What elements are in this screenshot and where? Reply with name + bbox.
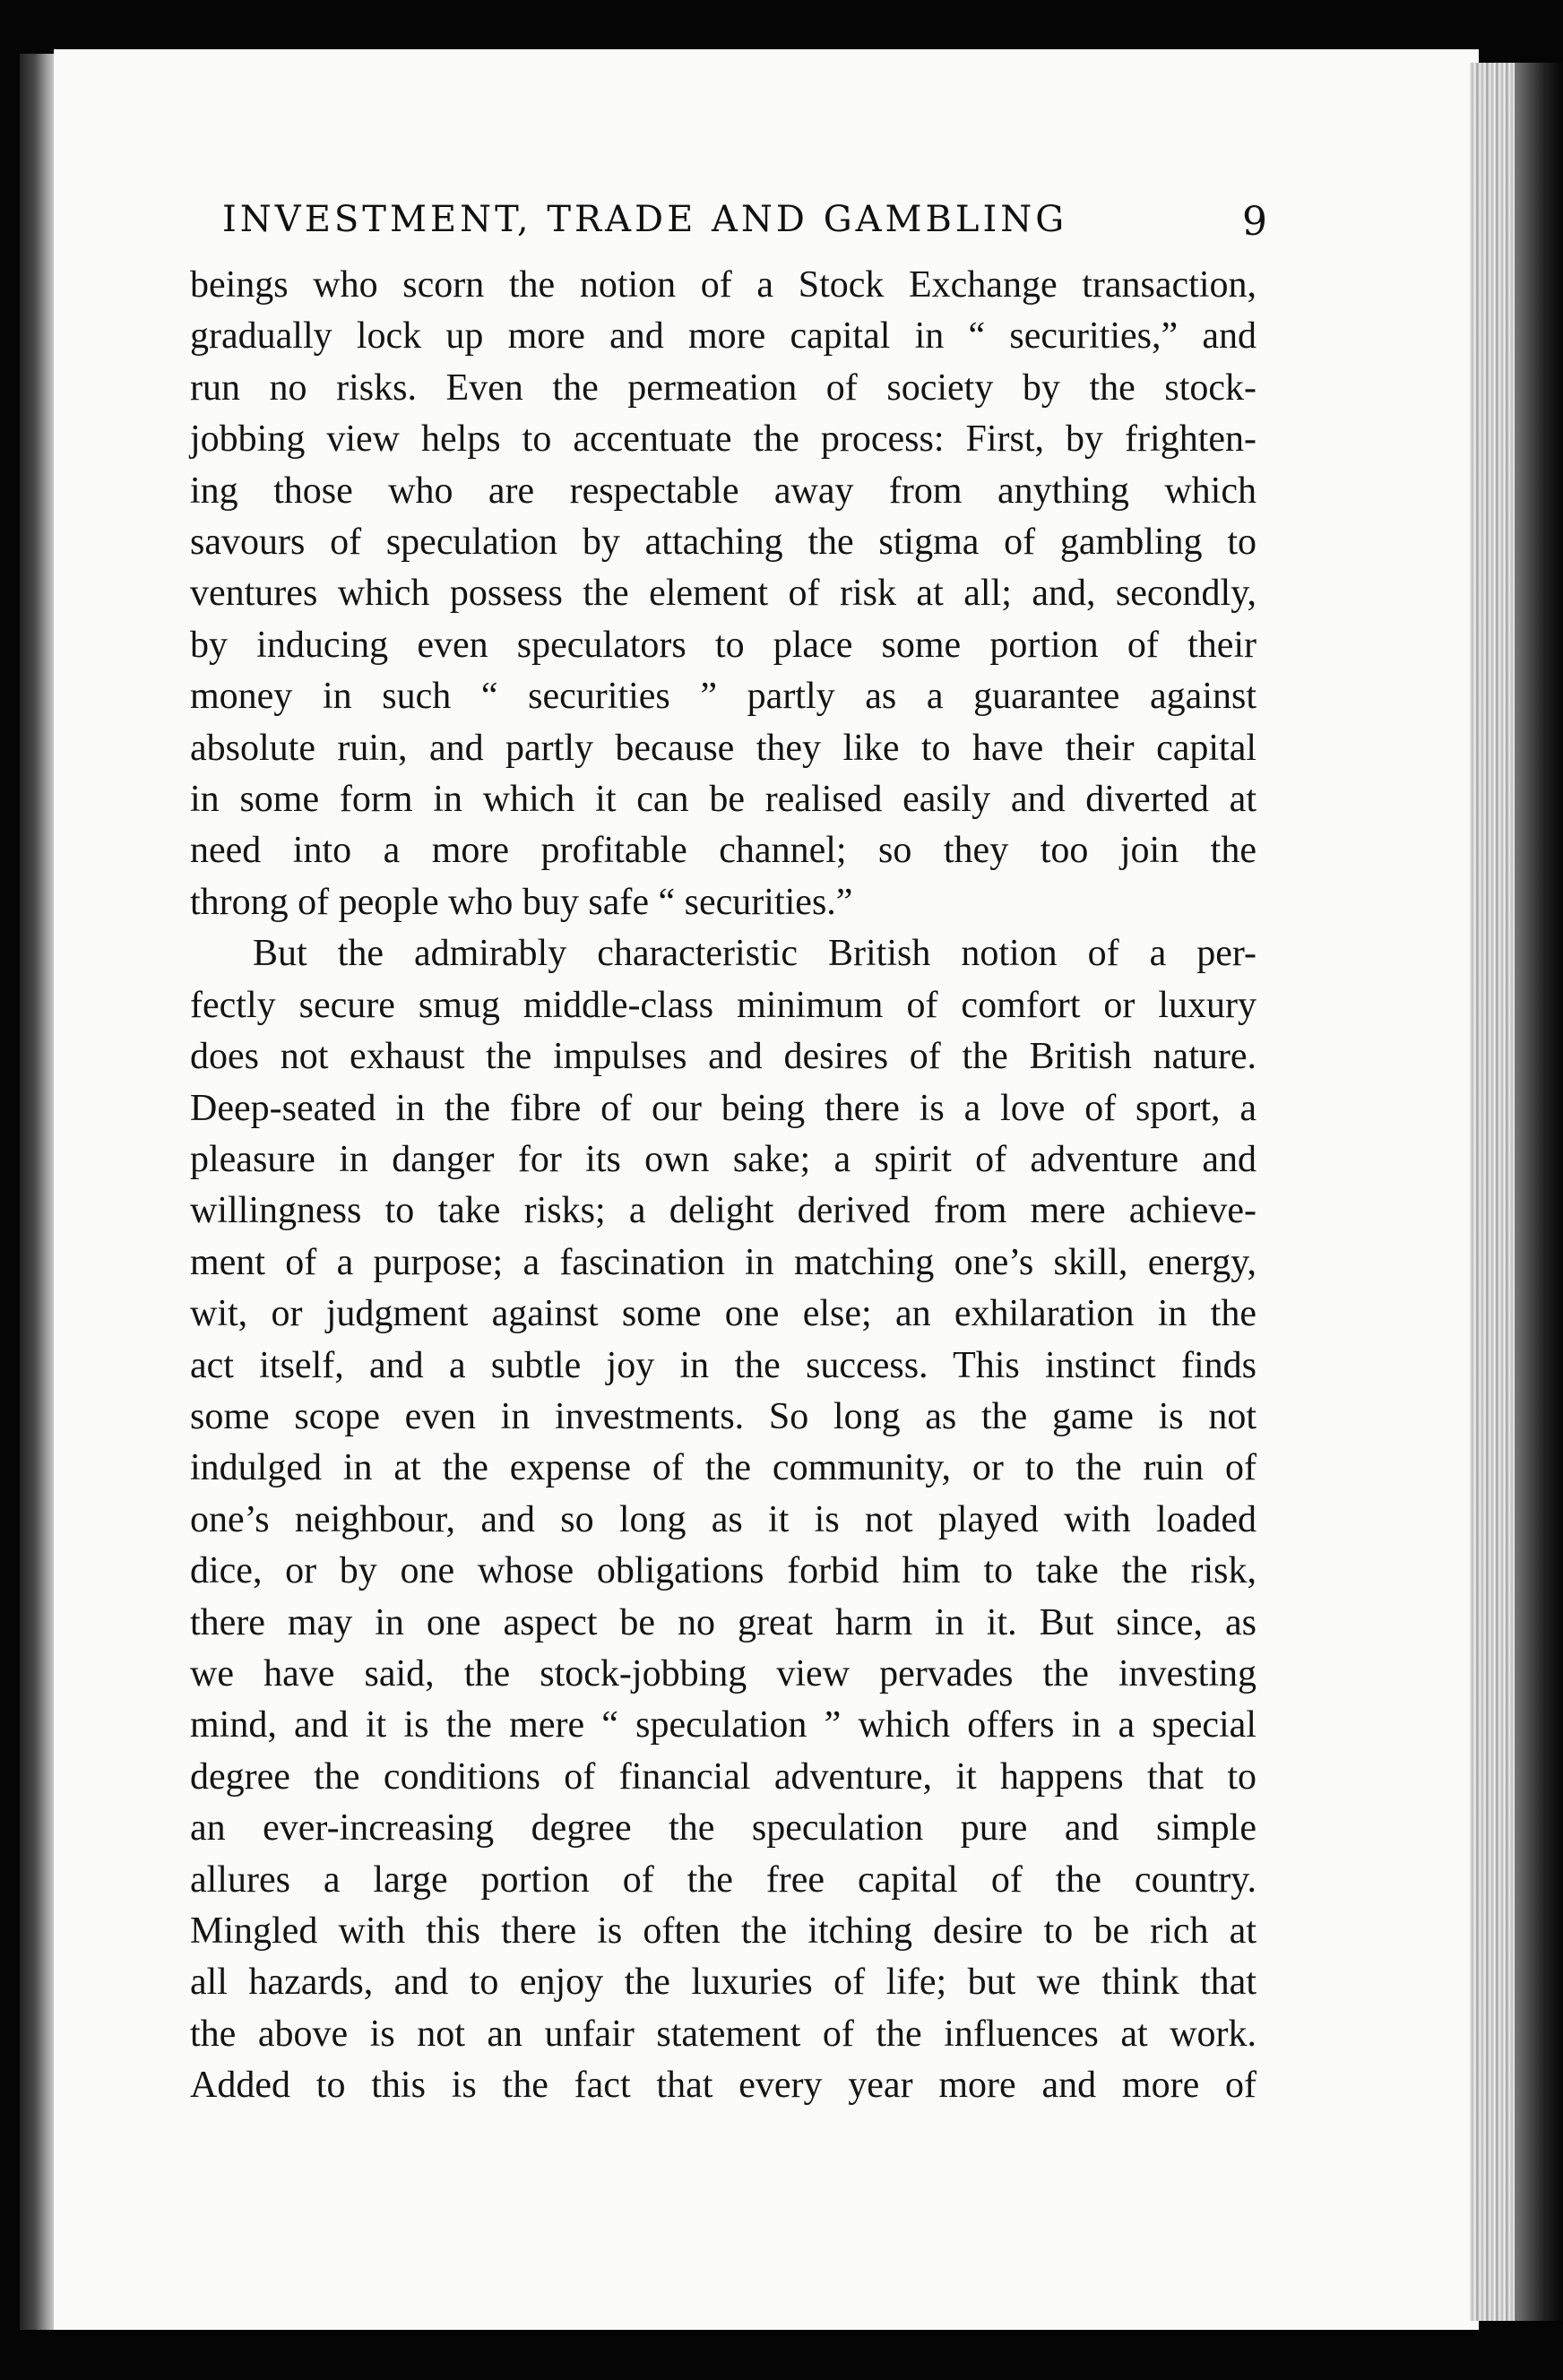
page-number: 9 xyxy=(1242,199,1271,245)
text-line: dice, or by one whose obligations forbid him to take the risk, xyxy=(190,1550,1256,1592)
body-text xyxy=(190,260,1256,2112)
text-line: money in such “ securities ” partly as a guarantee against xyxy=(190,676,1256,718)
text-line: allures a large portion of the free capital of the country. xyxy=(190,1858,1256,1901)
text-line: all hazards, and to enjoy the luxuries of life; but we think that xyxy=(190,1962,1256,2004)
book-spine-edge xyxy=(20,54,57,2330)
text-line: fectly secure smug middle-class minimum of comfort or luxury xyxy=(190,984,1256,1026)
running-head-title: INVESTMENT, TRADE AND GAMBLING xyxy=(222,199,1068,240)
text-line: mind, and it is the mere “ speculation ” which offers in a special xyxy=(190,1704,1256,1746)
text-line: pleasure in danger for its own sake; a spirit of adventure and xyxy=(190,1138,1256,1180)
text-line: savours of speculation by attaching the stigma of gambling to xyxy=(190,522,1256,564)
text-line: indulged in at the expense of the community, or to the ruin of xyxy=(190,1447,1256,1489)
text-line: throng of people who buy safe “ securities.” xyxy=(190,881,853,923)
text-line: one’s neighbour, and so long as it is not played with loaded xyxy=(190,1498,1256,1540)
text-line: beings who scorn the notion of a Stock Exchange transaction, xyxy=(190,264,1256,306)
text-line: there may in one aspect be no great harm in it. But since, as xyxy=(190,1601,1256,1643)
text-line: by inducing even speculators to place some portion of their xyxy=(190,624,1256,666)
text-line: in some form in which it can be realised easily and diverted at xyxy=(190,779,1256,821)
text-line: ing those who are respectable away from anything which xyxy=(190,470,1256,512)
text-line: an ever-increasing degree the speculation pure and simple xyxy=(190,1807,1256,1850)
text-line: willingness to take risks; a delight derived from mere achieve- xyxy=(190,1190,1256,1232)
text-line: some scope even in investments. So long as the game is not xyxy=(190,1395,1256,1437)
text-line: run no risks. Even the permeation of society by the stock- xyxy=(190,366,1256,409)
text-line: absolute ruin, and partly because they like to have their capital xyxy=(190,727,1256,769)
text-line: act itself, and a subtle joy in the success. This instinct finds xyxy=(190,1344,1256,1386)
text-line: ventures which possess the element of risk at all; and, secondly, xyxy=(190,573,1256,615)
text-line: does not exhaust the impulses and desires of the British nature. xyxy=(190,1036,1256,1078)
text-line: Added to this is the fact that every year more and more of xyxy=(190,2065,1256,2107)
text-line: ment of a purpose; a fascination in matching one’s skill, energy, xyxy=(190,1241,1256,1283)
running-header xyxy=(222,186,1271,258)
text-line: degree the conditions of financial adventure, it happens that to xyxy=(190,1755,1256,1798)
text-line: jobbing view helps to accentuate the process: First, by frighten- xyxy=(190,418,1256,461)
text-line: we have said, the stock-jobbing view pervades the investing xyxy=(190,1652,1256,1694)
text-line: the above is not an unfair statement of the influences at work. xyxy=(190,2013,1256,2055)
text-line: Mingled with this there is often the itching desire to be rich at xyxy=(190,1910,1256,1952)
page-shadow xyxy=(1515,63,1563,2321)
paragraph-1 xyxy=(190,260,1256,928)
text-line: Deep-seated in the fibre of our being there is a love of sport, a xyxy=(190,1087,1256,1129)
page-stack-edge xyxy=(1470,63,1515,2321)
text-line: But the admirably characteristic British notion of a per- xyxy=(253,933,1256,975)
paragraph-2 xyxy=(190,928,1256,2111)
text-line: wit, or judgment against some one else; an exhilaration in the xyxy=(190,1293,1256,1335)
text-line: need into a more profitable channel; so they too join the xyxy=(190,830,1256,872)
text-line: gradually lock up more and more capital in “ securities,” and xyxy=(190,315,1256,358)
